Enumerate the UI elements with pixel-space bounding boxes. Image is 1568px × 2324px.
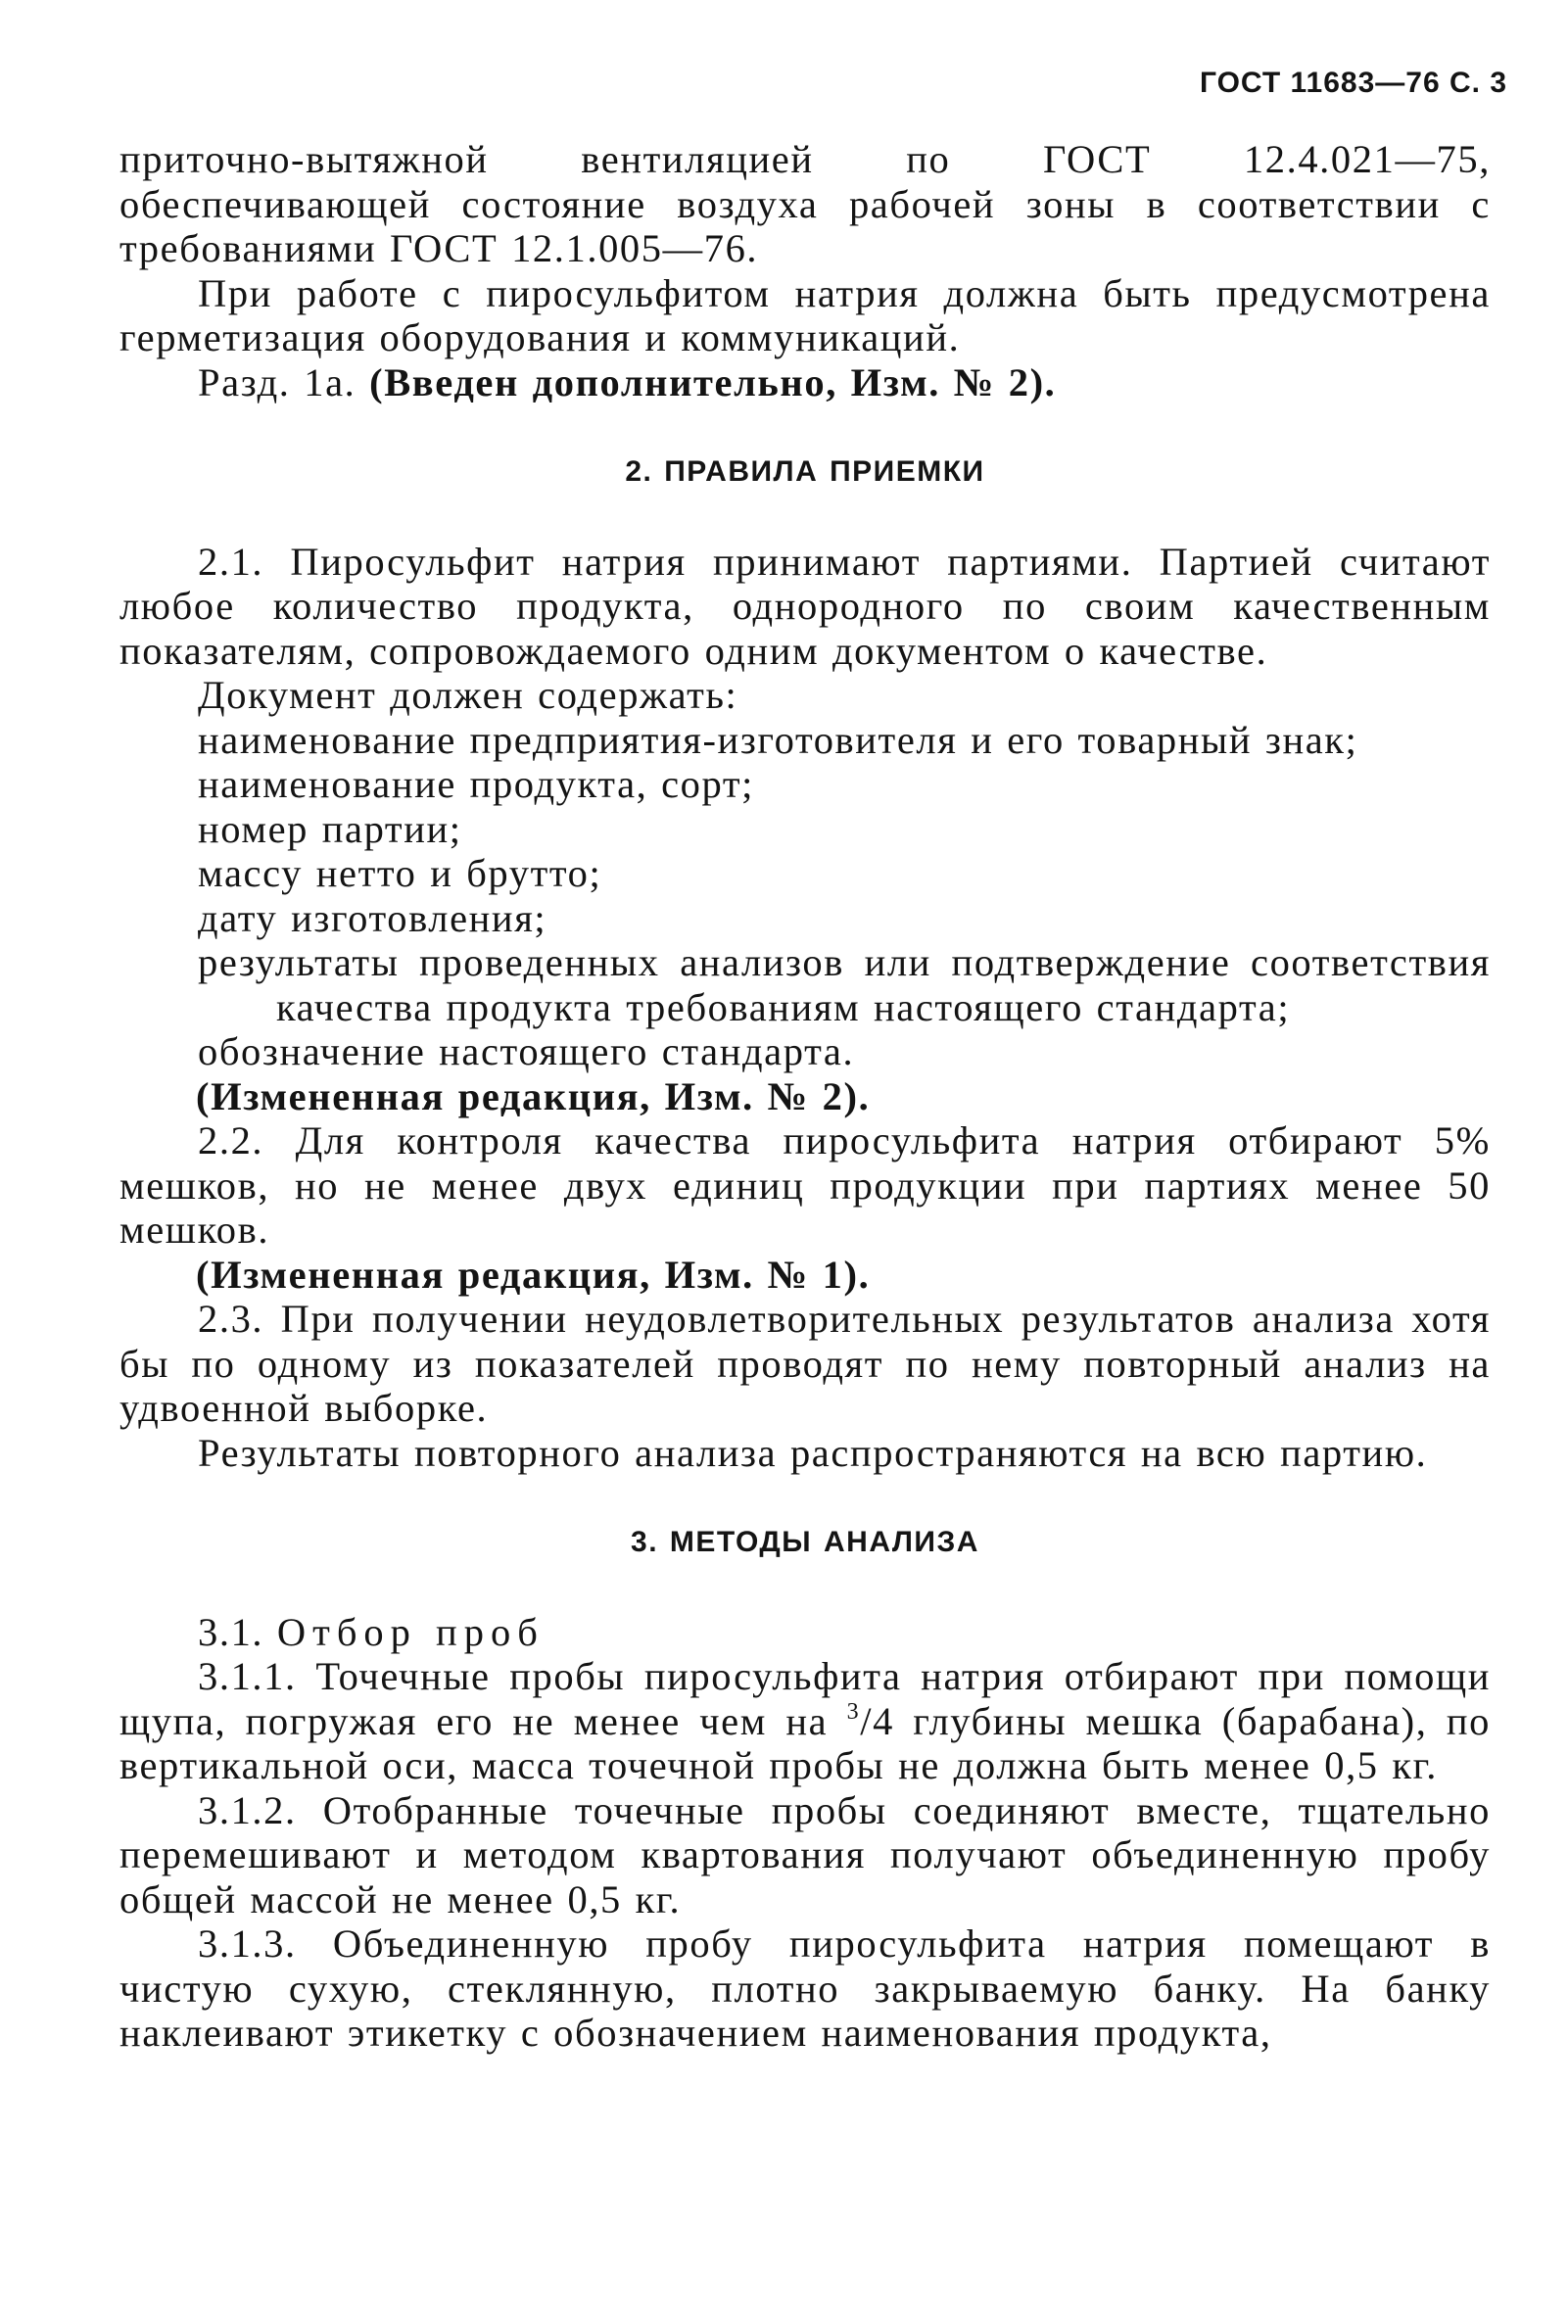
list-item: наименование продукта, сорт; <box>198 762 754 806</box>
clause-2-3: 2.3. При получении неудовлетворительных результатов анализа хотя бы по одному из показателей проводят по нему повторный анализ на удвоенной выборке. <box>119 1297 1491 1430</box>
clause-2-2: 2.2. Для контроля качества пиросульфита натрия отбирают 5% мешков, но не менее двух единиц продукции при партиях менее 50 мешков. <box>119 1118 1491 1252</box>
intro-paragraph-3 <box>119 360 1491 405</box>
clause-3-1-1 <box>119 1654 1491 1788</box>
subsection-heading: Отбор проб <box>276 1609 545 1654</box>
running-header: ГОСТ 11683—76 С. 3 <box>1199 67 1507 99</box>
amendment-note: (Измененная редакция, Изм. № 1). <box>196 1252 871 1297</box>
clause-2-1: 2.1. Пиросульфит натрия принимают партиями. Партией считают любое количество продукта, однородного по своим качественным показателям, сопровождаемого одним документом о качестве. <box>119 539 1491 673</box>
section-reference: Разд. 1а. <box>198 359 370 404</box>
list-item: дату изготовления; <box>198 895 547 940</box>
clause-3-1-3: 3.1.3. Объединенную пробу пиросульфита натрия помещают в чистую сухую, стеклянную, плотно закрываемую банку. На банку наклеивают этикетку с обозначением наименования продукта, <box>119 1921 1491 2055</box>
subsection-3-1-title <box>119 1610 1491 1655</box>
intro-paragraph-1: приточно-вытяжной вентиляцией по ГОСТ 12.4.021—75, обеспечивающей состояние воздуха рабочей зоны в соответствии с требованиями ГОСТ 12.1.005—76. <box>119 137 1491 270</box>
clause-text-start: 3.1.1. Точечные пробы пиросульфита натрия отбирают при помощи щупа, погружая его не менее чем на <box>119 1654 1491 1743</box>
list-item: массу нетто и брутто; <box>198 851 602 895</box>
clause-text-end: глубины мешка (барабана), по вертикальной оси, масса точечной пробы не должна быть менее 0,5 кг. <box>119 1698 1492 1787</box>
intro-paragraph-2: При работе с пиросульфитом натрия должна быть предусмотрена герметизация оборудования и коммуникаций. <box>119 270 1491 359</box>
fraction-denominator: /4 <box>860 1698 894 1743</box>
fraction-numerator: 3 <box>846 1698 861 1725</box>
section-3-title: 3. МЕТОДЫ АНАЛИЗА <box>631 1526 979 1558</box>
list-item: наименование предприятия-изготовителя и его товарный знак; <box>198 717 1358 762</box>
amendment-note: (Измененная редакция, Изм. № 2). <box>196 1073 871 1118</box>
amendment-note: (Введен дополнительно, Изм. № 2). <box>369 359 1057 404</box>
list-item: номер партии; <box>198 806 462 851</box>
subsection-number: 3.1. <box>198 1609 277 1654</box>
clause-2-3-continuation: Результаты повторного анализа распространяются на всю партию. <box>198 1430 1428 1475</box>
document-requirements-lead: Документ должен содержать: <box>198 673 738 717</box>
clause-3-1-2: 3.1.2. Отобранные точечные пробы соединяют вместе, тщательно перемешивают и методом квартования получают объединенную пробу общей массой не менее 0,5 кг. <box>119 1787 1491 1921</box>
list-item-last: обозначение настоящего стандарта. <box>198 1029 855 1073</box>
list-item-results: результаты проведенных анализов или подтверждение соответствия качества продукта требованиям настоящего стандарта; <box>198 940 1491 1029</box>
page-body <box>119 137 1491 2056</box>
section-2-title: 2. ПРАВИЛА ПРИЕМКИ <box>625 455 985 488</box>
